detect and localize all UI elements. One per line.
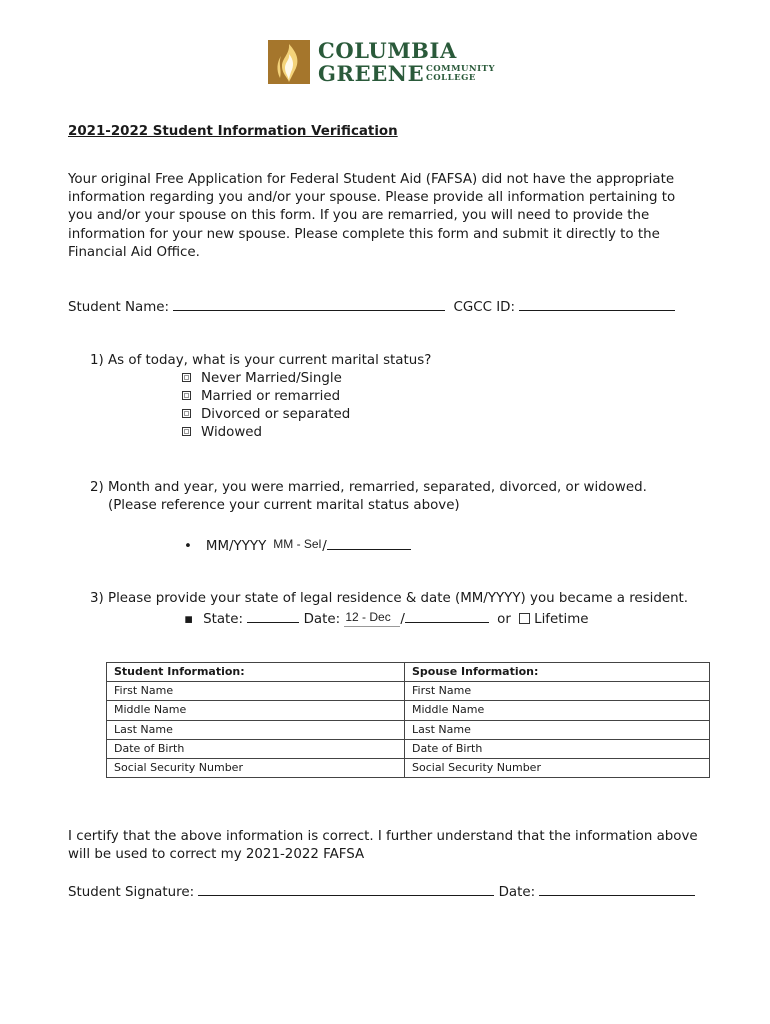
signature-date-label: Date:	[498, 885, 536, 900]
information-table	[106, 662, 710, 778]
lifetime-checkbox[interactable]	[519, 613, 530, 624]
checkbox-icon[interactable]	[182, 409, 191, 418]
year-field[interactable]	[327, 537, 411, 550]
marital-option-married[interactable]	[182, 388, 340, 406]
student-dob-cell[interactable]: Date of Birth	[107, 739, 405, 758]
flame-icon	[268, 40, 310, 84]
student-first-name-cell[interactable]: First Name	[107, 682, 405, 701]
student-name-field[interactable]	[173, 298, 445, 311]
logo-word-columbia: COLUMBIA	[318, 38, 457, 63]
student-name-row	[68, 298, 675, 317]
table-row	[107, 720, 710, 739]
intro-line: Your original Free Application for Federal Student Aid (FAFSA) did not have the appropriate	[68, 172, 675, 187]
logo-word-college: COLLEGE	[426, 73, 476, 83]
table-row	[107, 758, 710, 777]
student-last-name-cell[interactable]: Last Name	[107, 720, 405, 739]
spouse-first-name-cell[interactable]: First Name	[405, 682, 710, 701]
table-row	[107, 682, 710, 701]
student-ssn-cell[interactable]: Social Security Number	[107, 758, 405, 777]
student-middle-name-cell[interactable]: Middle Name	[107, 701, 405, 720]
lifetime-label: Lifetime	[534, 612, 589, 627]
state-label: State:	[203, 612, 244, 627]
student-info-header: Student Information:	[107, 663, 405, 682]
signature-row	[68, 883, 695, 902]
intro-paragraph	[68, 171, 698, 262]
q1-text: 1) As of today, what is your current marital status?	[90, 353, 432, 368]
signature-field[interactable]	[198, 883, 494, 896]
spouse-dob-cell[interactable]: Date of Birth	[405, 739, 710, 758]
marital-option-never-married[interactable]	[182, 370, 342, 388]
signature-label: Student Signature:	[68, 885, 195, 900]
intro-line: Financial Aid Office.	[68, 244, 200, 260]
q3-residence-row	[184, 608, 589, 629]
or-label: or	[497, 612, 511, 627]
slash: /	[322, 539, 327, 554]
q2-line1: 2) Month and year, you were married, remarried, separated, divorced, or widowed.	[90, 480, 647, 495]
intro-line: you and/or your spouse on this form. If you are remarried, you will need to provide the	[68, 208, 650, 224]
spouse-middle-name-cell[interactable]: Middle Name	[405, 701, 710, 720]
cgcc-id-label: CGCC ID:	[453, 300, 515, 315]
spouse-ssn-cell[interactable]: Social Security Number	[405, 758, 710, 777]
table-row	[107, 739, 710, 758]
intro-line: information for your new spouse. Please complete this form and submit it directly to the	[68, 226, 660, 242]
option-label: Widowed	[201, 425, 263, 440]
residence-year-field[interactable]	[405, 610, 489, 623]
option-label: Never Married/Single	[201, 371, 342, 386]
bullet: ▪	[184, 612, 194, 627]
logo-word-greene: GREENE	[318, 61, 425, 86]
checkbox-icon[interactable]	[182, 391, 191, 400]
cgcc-id-field[interactable]	[519, 298, 675, 311]
signature-date-field[interactable]	[539, 883, 695, 896]
logo-word-community: COMMUNITY	[426, 64, 496, 74]
residence-month-select[interactable]: 12 - Dec	[344, 608, 400, 627]
q3-text: 3) Please provide your state of legal residence & date (MM/YYYY) you became a resident.	[90, 591, 689, 606]
q2-date-row	[184, 535, 411, 556]
option-label: Divorced or separated	[201, 407, 351, 422]
form-title: 2021-2022 Student Information Verification	[68, 124, 398, 139]
spouse-info-header: Spouse Information:	[405, 663, 710, 682]
table-header-row	[107, 663, 710, 682]
certify-line: I certify that the above information is correct. I further understand that the information above	[68, 829, 698, 844]
mm-yyyy-label: MM/YYYY	[205, 539, 267, 554]
bullet: •	[184, 539, 192, 554]
checkbox-icon[interactable]	[182, 373, 191, 382]
college-logo	[268, 38, 508, 88]
state-field[interactable]	[247, 610, 299, 623]
q2-line2: (Please reference your current marital status above)	[108, 498, 460, 513]
certify-line: will be used to correct my 2021-2022 FAFSA	[68, 847, 365, 862]
month-select[interactable]: MM - Sel	[273, 537, 322, 551]
slash: /	[400, 612, 405, 627]
student-name-label: Student Name:	[68, 300, 169, 315]
spouse-last-name-cell[interactable]: Last Name	[405, 720, 710, 739]
option-label: Married or remarried	[201, 389, 341, 404]
checkbox-icon[interactable]	[182, 427, 191, 436]
intro-line: information regarding you and/or your spouse. Please provide all information pertaining to	[68, 190, 676, 206]
marital-option-divorced[interactable]	[182, 406, 350, 424]
date-label: Date:	[303, 612, 341, 627]
marital-option-widowed[interactable]	[182, 424, 262, 442]
table-row	[107, 701, 710, 720]
